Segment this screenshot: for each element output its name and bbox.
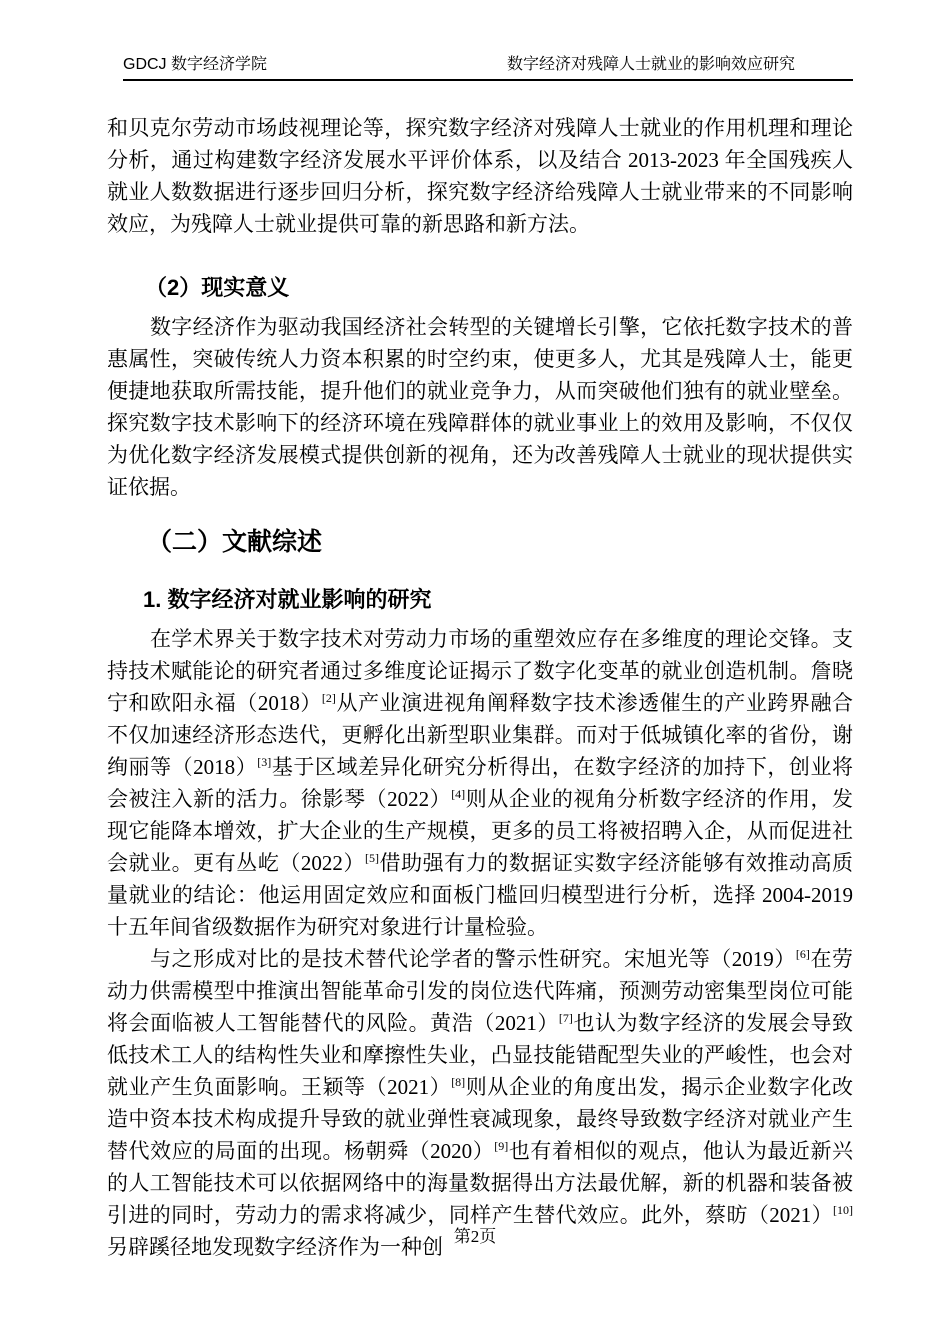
text-run: 则从企业的角度出发，揭示企业数字化改造中资本技术构成提升导致的就业弹性衰减现象，最终导致数字经济对就业产生替代效应的局面的出现。杨朝舜（2020） bbox=[107, 1075, 854, 1163]
paragraph-intro-continued: 和贝克尔劳动市场歧视理论等，探究数字经济对残障人士就业的作用机理和理论分析，通过构建数字经济发展水平评价体系，以及结合 2013-2023 年全国残疾人就业人数数据进行逐步回归分析，探究数字经济给残障人士就业带来的不同影响效应，为残障人士就业提供可靠的新思路和新方法。 bbox=[107, 116, 853, 236]
citation-superscript: [8] bbox=[451, 1075, 466, 1089]
text-run: 在学术界关于数字技术对劳动力市场的重塑效应存在多维度的理论交锋。支持技术赋能论的研究者通过多维度论证揭示了数字化变革的就业创造机制。詹晓宁和欧阳永福（2018） bbox=[107, 627, 853, 715]
paragraph-practical-significance: 数字经济作为驱动我国经济社会转型的关键增长引擎，它依托数字技术的普惠属性，突破传统人力资本积累的时空约束，使更多人，尤其是残障人士，能更便捷地获取所需技能，提升他们的就业竞争力，从而突破他们独有的就业壁垒。探究数字技术影响下的经济环境在残障群体的就业事业上的效用及影响，不仅仅为优化数字经济发展模式提供创新的视角，还为改善残障人士就业的现状提供实证依据。 bbox=[107, 315, 853, 499]
heading-digital-economy-employment-research: 1. 数字经济对就业影响的研究 bbox=[143, 587, 432, 612]
text-run: 在劳动力供需模型中推演出智能革命引发的岗位迭代阵痛，预测劳动密集型岗位可能将会面临被人工智能替代的风险。黄浩（2021） bbox=[107, 947, 854, 1035]
text-run: 也认为数字经济的发展会导致低技术工人的结构性失业和摩擦性失业，凸显技能错配型失业的严峻性，也会对就业产生负面影响。王颖等（2021） bbox=[107, 1011, 854, 1099]
heading-literature-review: （二）文献综述 bbox=[147, 528, 323, 556]
paragraph-technology-substitution-view bbox=[107, 943, 853, 1263]
text-run: 则从企业的视角分析数字经济的作用，发现它能降本增效，扩大企业的生产规模，更多的员工将被招聘入企，从而促进社会就业。更有丛屹（2022） bbox=[107, 787, 854, 875]
text-run: 另辟蹊径地发现数字经济作为一种创 bbox=[107, 1235, 443, 1259]
text-run: 也有着相似的观点，他认为最近新兴的人工智能技术可以依据网络中的海量数据得出方法最优解，新的机器和装备被引进的同时，劳动力的需求将减少，同样产生替代效应。此外，蔡昉（2021） bbox=[107, 1139, 854, 1227]
citation-superscript: [7] bbox=[558, 1011, 573, 1025]
citation-superscript: [5] bbox=[365, 851, 379, 865]
text-run: 基于区域差异化研究分析得出，在数字经济的加持下，创业将会被注入新的活力。徐影琴（2022） bbox=[107, 755, 854, 811]
citation-superscript: [3] bbox=[257, 755, 272, 769]
citation-superscript: [9] bbox=[494, 1139, 509, 1153]
header-thesis-title: 数字经济对残障人士就业的影响效应研究 bbox=[506, 56, 795, 73]
header-school-name: GDCJ 数字经济学院 bbox=[123, 56, 268, 73]
paragraph-technology-enabling-view bbox=[107, 623, 853, 943]
page-header bbox=[123, 56, 853, 81]
text-run: 借助强有力的数据证实数字经济能够有效推动高质量就业的结论：他运用固定效应和面板门槛回归模型进行分析，选择 2004-2019 十五年间省级数据作为研究对象进行计量检验。 bbox=[107, 851, 853, 939]
heading-practical-significance: （2）现实意义 bbox=[145, 275, 290, 300]
citation-superscript: [2] bbox=[321, 691, 336, 705]
document-body bbox=[107, 112, 853, 1263]
citation-superscript: [10] bbox=[833, 1203, 853, 1217]
citation-superscript: [6] bbox=[795, 947, 810, 961]
text-run: 与之形成对比的是技术替代论学者的警示性研究。宋旭光等（2019） bbox=[150, 947, 796, 971]
citation-superscript: [4] bbox=[451, 787, 466, 801]
text-run: 从产业演进视角阐释数字技术渗透催生的产业跨界融合不仅加速经济形态迭代，更孵化出新型职业集群。而对于低城镇化率的省份，谢绚丽等（2018） bbox=[107, 691, 854, 779]
page-number: 第2页 bbox=[453, 1227, 497, 1246]
